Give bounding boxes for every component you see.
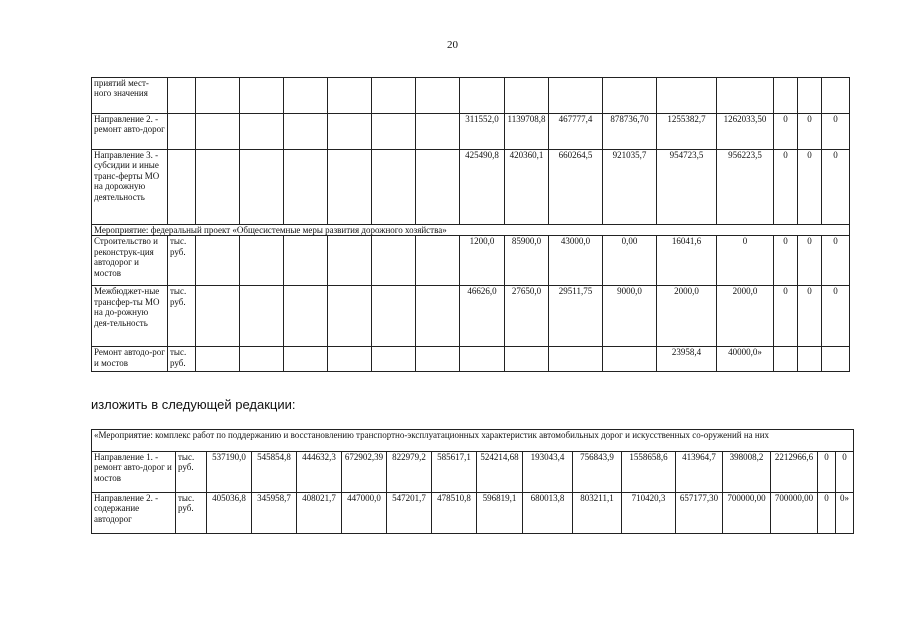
- table-row: [92, 347, 850, 372]
- value-cell: 345958,7: [252, 493, 297, 534]
- value-cell: 0: [798, 236, 822, 286]
- value-cell: [240, 78, 284, 114]
- value-cell: 398008,2: [723, 452, 771, 493]
- value-cell: 0: [774, 114, 798, 150]
- value-cell: [460, 347, 505, 372]
- table-bottom: [91, 429, 854, 534]
- value-cell: 0»: [836, 493, 854, 534]
- value-cell: 660264,5: [549, 150, 603, 225]
- unit-cell: [168, 78, 196, 114]
- value-cell: [196, 78, 240, 114]
- value-cell: 0: [818, 452, 836, 493]
- value-cell: [328, 114, 372, 150]
- value-cell: 657177,30: [676, 493, 723, 534]
- value-cell: [284, 78, 328, 114]
- value-cell: [798, 78, 822, 114]
- section-row: Мероприятие: федеральный проект «Общесистемные меры развития дорожного хозяйства»: [92, 225, 850, 236]
- value-cell: 0: [774, 286, 798, 347]
- value-cell: 545854,8: [252, 452, 297, 493]
- value-cell: 0: [774, 150, 798, 225]
- value-cell: 0: [822, 150, 850, 225]
- value-cell: [416, 78, 460, 114]
- value-cell: [549, 78, 603, 114]
- value-cell: 921035,7: [603, 150, 657, 225]
- value-cell: 0,00: [603, 236, 657, 286]
- value-cell: [603, 347, 657, 372]
- value-cell: [717, 78, 774, 114]
- value-cell: 0: [798, 114, 822, 150]
- table-row: [92, 114, 850, 150]
- value-cell: 680013,8: [523, 493, 573, 534]
- value-cell: [774, 78, 798, 114]
- value-cell: 413964,7: [676, 452, 723, 493]
- value-cell: [416, 114, 460, 150]
- value-cell: [822, 78, 850, 114]
- value-cell: 2212966,6: [771, 452, 818, 493]
- row-label: Ремонт автодо-рог и мостов: [92, 347, 168, 372]
- table-row: [92, 452, 854, 493]
- value-cell: [822, 347, 850, 372]
- value-cell: 700000,00: [771, 493, 818, 534]
- value-cell: [505, 78, 549, 114]
- value-cell: 0: [822, 286, 850, 347]
- value-cell: 700000,00: [723, 493, 771, 534]
- value-cell: [196, 236, 240, 286]
- row-label: Направление 1. - ремонт авто-дорог и мостов: [92, 452, 176, 493]
- value-cell: 596819,1: [477, 493, 523, 534]
- value-cell: [284, 150, 328, 225]
- unit-cell: [168, 150, 196, 225]
- value-cell: [328, 347, 372, 372]
- value-cell: [240, 347, 284, 372]
- measure-header: «Мероприятие: комплекс работ по поддержанию и восстановлению транспортно-эксплуатационных характеристик автомобильных дорог и искусственных со-оружений на них: [92, 430, 854, 452]
- value-cell: [460, 78, 505, 114]
- value-cell: [603, 78, 657, 114]
- section-heading: изложить в следующей редакции:: [91, 397, 296, 412]
- table-row: [92, 493, 854, 534]
- value-cell: 43000,0: [549, 236, 603, 286]
- value-cell: 0: [818, 493, 836, 534]
- value-cell: [372, 114, 416, 150]
- value-cell: 672902,39: [342, 452, 387, 493]
- value-cell: [372, 347, 416, 372]
- value-cell: 524214,68: [477, 452, 523, 493]
- value-cell: 405036,8: [207, 493, 252, 534]
- unit-cell: тыс. руб.: [168, 236, 196, 286]
- value-cell: [798, 347, 822, 372]
- value-cell: 1200,0: [460, 236, 505, 286]
- value-cell: 585617,1: [432, 452, 477, 493]
- value-cell: [240, 150, 284, 225]
- value-cell: 803211,1: [573, 493, 622, 534]
- value-cell: 0: [717, 236, 774, 286]
- value-cell: 710420,3: [622, 493, 676, 534]
- value-cell: 0: [774, 236, 798, 286]
- unit-cell: тыс. руб.: [168, 347, 196, 372]
- value-cell: [416, 150, 460, 225]
- value-cell: [284, 236, 328, 286]
- value-cell: 46626,0: [460, 286, 505, 347]
- value-cell: 1255382,7: [657, 114, 717, 150]
- value-cell: [774, 347, 798, 372]
- value-cell: 2000,0: [717, 286, 774, 347]
- table-top: [91, 77, 850, 372]
- value-cell: 2000,0: [657, 286, 717, 347]
- unit-cell: тыс. руб.: [176, 493, 207, 534]
- value-cell: 0: [836, 452, 854, 493]
- value-cell: 420360,1: [505, 150, 549, 225]
- value-cell: [416, 347, 460, 372]
- value-cell: [372, 236, 416, 286]
- value-cell: 85900,0: [505, 236, 549, 286]
- value-cell: 1139708,8: [505, 114, 549, 150]
- unit-cell: [168, 114, 196, 150]
- value-cell: [196, 347, 240, 372]
- value-cell: 1262033,50: [717, 114, 774, 150]
- value-cell: [284, 286, 328, 347]
- value-cell: [196, 114, 240, 150]
- value-cell: 0: [822, 236, 850, 286]
- value-cell: 1558658,6: [622, 452, 676, 493]
- value-cell: 9000,0: [603, 286, 657, 347]
- value-cell: 0: [798, 150, 822, 225]
- value-cell: 478510,8: [432, 493, 477, 534]
- unit-cell: тыс. руб.: [176, 452, 207, 493]
- value-cell: 956223,5: [717, 150, 774, 225]
- value-cell: 547201,7: [387, 493, 432, 534]
- value-cell: 27650,0: [505, 286, 549, 347]
- value-cell: 408021,7: [297, 493, 342, 534]
- value-cell: 537190,0: [207, 452, 252, 493]
- value-cell: 311552,0: [460, 114, 505, 150]
- row-label: Межбюджет-ные трансфер-ты МО на до-рожную дея-тельность: [92, 286, 168, 347]
- value-cell: [196, 150, 240, 225]
- row-label: Направление 3. - субсидии и иные транс-ферты МО на дорожную деятельность: [92, 150, 168, 225]
- value-cell: 447000,0: [342, 493, 387, 534]
- value-cell: [240, 114, 284, 150]
- value-cell: 193043,4: [523, 452, 573, 493]
- value-cell: 444632,3: [297, 452, 342, 493]
- table-row: [92, 236, 850, 286]
- page-number: 20: [447, 39, 458, 51]
- value-cell: 822979,2: [387, 452, 432, 493]
- value-cell: 29511,75: [549, 286, 603, 347]
- row-label: Строительство и реконструк-ция автодорог и мостов: [92, 236, 168, 286]
- value-cell: [240, 286, 284, 347]
- value-cell: [372, 286, 416, 347]
- value-cell: 23958,4: [657, 347, 717, 372]
- value-cell: [328, 286, 372, 347]
- table-row: [92, 78, 850, 114]
- value-cell: [549, 347, 603, 372]
- table-header-row: [92, 430, 854, 452]
- row-label: приятий мест-ного значения: [92, 78, 168, 114]
- value-cell: [284, 347, 328, 372]
- value-cell: [240, 236, 284, 286]
- value-cell: 425490,8: [460, 150, 505, 225]
- value-cell: [328, 236, 372, 286]
- value-cell: 878736,70: [603, 114, 657, 150]
- value-cell: [657, 78, 717, 114]
- value-cell: [328, 78, 372, 114]
- value-cell: [416, 286, 460, 347]
- value-cell: 40000,0»: [717, 347, 774, 372]
- value-cell: 0: [822, 114, 850, 150]
- table-row: [92, 286, 850, 347]
- value-cell: [196, 286, 240, 347]
- value-cell: 467777,4: [549, 114, 603, 150]
- row-label: Направление 2. - ремонт авто-дорог: [92, 114, 168, 150]
- value-cell: [505, 347, 549, 372]
- value-cell: 954723,5: [657, 150, 717, 225]
- value-cell: 0: [798, 286, 822, 347]
- value-cell: [372, 150, 416, 225]
- table-row: [92, 225, 850, 236]
- value-cell: 16041,6: [657, 236, 717, 286]
- value-cell: [372, 78, 416, 114]
- table-row: [92, 150, 850, 225]
- row-label: Направление 2. - содержание автодорог: [92, 493, 176, 534]
- value-cell: 756843,9: [573, 452, 622, 493]
- value-cell: [328, 150, 372, 225]
- unit-cell: тыс. руб.: [168, 286, 196, 347]
- value-cell: [284, 114, 328, 150]
- value-cell: [416, 236, 460, 286]
